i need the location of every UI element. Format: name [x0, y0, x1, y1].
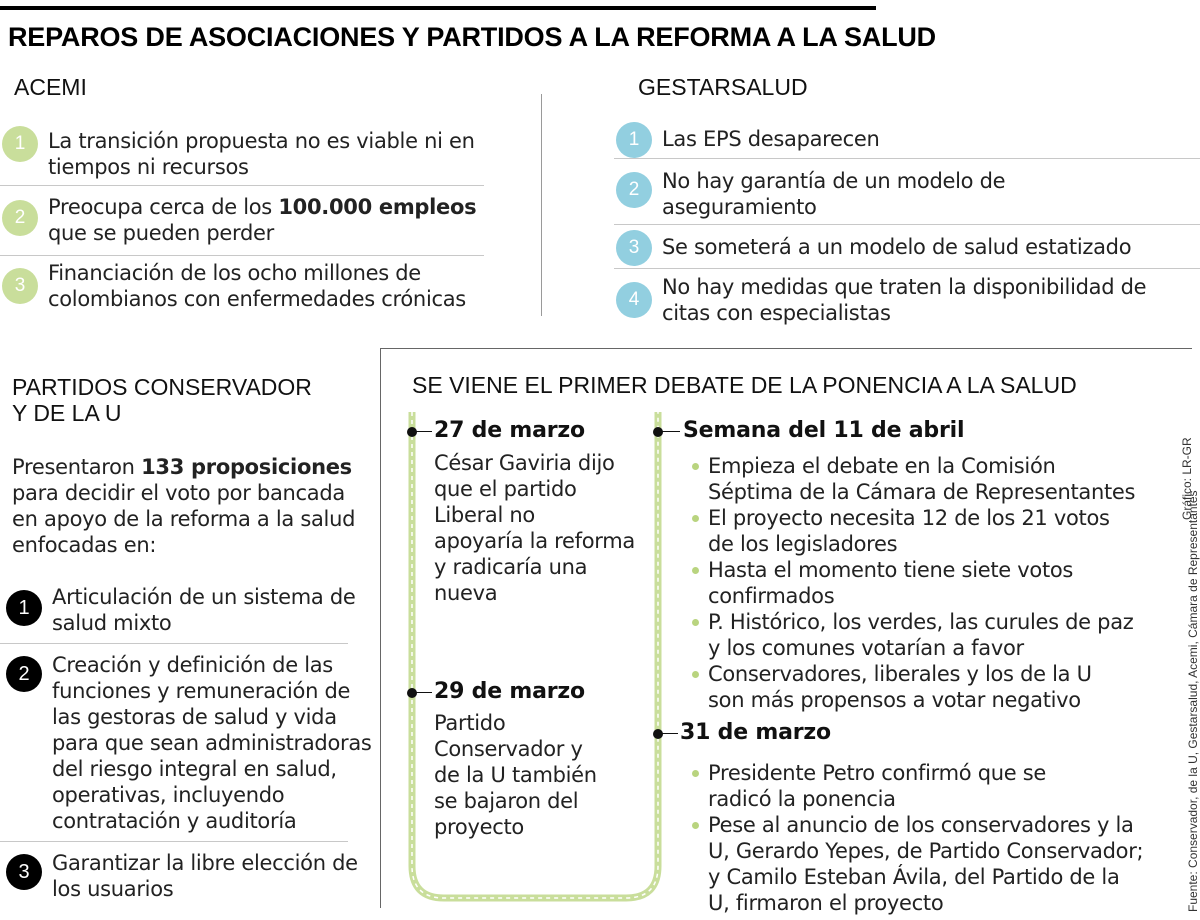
bullet-line: y Camilo Esteban Ávila, del Partido de la	[708, 865, 1120, 889]
event-text-line: que el partido	[434, 477, 577, 501]
bullet-line: Pese al anuncio de los conservadores y la	[708, 813, 1134, 837]
acemi-item-3-line-1: Financiación de los ocho millones de	[48, 261, 421, 285]
timeline-marker	[407, 688, 417, 698]
partidos-item-3	[6, 850, 376, 902]
partidos-item-2-line-5: del riesgo integral en salud,	[52, 757, 337, 781]
bullet-dot	[692, 770, 699, 777]
gestar-item-2-line-1: No hay garantía de un modelo de	[662, 169, 1006, 193]
bullet-line: El proyecto necesita 12 de los 21 votos	[708, 506, 1110, 530]
event-text-line: nueva	[434, 581, 498, 605]
top-rule	[0, 6, 876, 10]
credit-grafico: Gráfico: LR-GR	[1180, 437, 1194, 520]
bullet-dot	[692, 515, 699, 522]
gestar-item-4	[616, 274, 1200, 326]
partidos-item-2-line-7: contratación y auditoría	[52, 809, 297, 833]
partidos-item-2-line-1: Creación y definición de las	[52, 653, 333, 677]
gestar-item-3-line-1: Se someterá a un modelo de salud estatizado	[662, 235, 1132, 259]
bullet-line: Empieza el debate en la Comisión	[708, 454, 1056, 478]
partidos-intro-line-4: enfocadas en:	[12, 533, 157, 557]
bullet-dot	[692, 567, 699, 574]
divider	[0, 255, 484, 256]
event-text-line: apoyaría la reforma	[434, 529, 635, 553]
number-badge: 2	[2, 200, 38, 236]
bullet-dot	[692, 671, 699, 678]
acemi-item-2-line-2: que se pueden perder	[48, 221, 274, 245]
bullet-line: confirmados	[708, 584, 835, 608]
number-badge: 2	[616, 172, 652, 208]
event-date-semana-11-abril: Semana del 11 de abril	[683, 418, 965, 443]
gestar-item-4-line-1: No hay medidas que traten la disponibilidad de	[662, 275, 1147, 299]
infographic-title: REPAROS DE ASOCIACIONES Y PARTIDOS A LA REFORMA A LA SALUD	[8, 22, 936, 52]
gestar-item-2	[616, 168, 1200, 220]
number-badge: 1	[616, 122, 652, 158]
marker-tick	[658, 733, 678, 734]
event-text-line: Liberal no	[434, 503, 535, 527]
partidos-item-3-line-2: los usuarios	[52, 877, 174, 901]
timeline-marker	[407, 427, 417, 437]
divider	[614, 268, 1200, 269]
event-date-29-marzo: 29 de marzo	[434, 679, 585, 704]
acemi-item-3-line-2: colombianos con enfermedades crónicas	[48, 287, 466, 311]
acemi-item-1	[2, 126, 482, 182]
partidos-heading-line-2: Y DE LA U	[12, 400, 122, 426]
timeline-marker	[653, 427, 663, 437]
number-badge: 2	[6, 656, 42, 692]
bullet-line: de los legisladores	[708, 532, 898, 556]
emphasis: 133 proposiciones	[141, 455, 352, 479]
event-text-line: Conservador y	[434, 737, 583, 761]
partidos-intro-line-1: Presentaron 133 proposiciones	[12, 455, 352, 479]
bullet-line: Presidente Petro confirmó que se	[708, 761, 1046, 785]
partidos-item-1-line-2: salud mixto	[52, 611, 172, 635]
acemi-item-3	[2, 260, 482, 316]
bullet-line: Conservadores, liberales y los de la U	[708, 662, 1092, 686]
number-badge: 3	[6, 854, 42, 890]
divider	[0, 185, 484, 186]
credit-fuente: Fuente: Conservador, de la U, Gestarsalud, Acemi, Cámara de Representantes	[1186, 490, 1200, 912]
event-text-line: proyecto	[434, 815, 524, 839]
event-date-31-marzo: 31 de marzo	[680, 720, 831, 745]
acemi-heading: ACEMI	[14, 74, 87, 100]
gestar-item-1	[616, 126, 1200, 156]
gestar-item-2-line-2: aseguramiento	[662, 195, 817, 219]
partidos-item-2-line-2: funciones y remuneración de	[52, 679, 351, 703]
divider	[0, 841, 348, 842]
partidos-item-1-line-1: Articulación de un sistema de	[52, 585, 356, 609]
number-badge: 1	[6, 590, 42, 626]
divider	[614, 224, 1200, 225]
partidos-item-2-line-3: las gestoras de salud y vida	[52, 705, 337, 729]
bullet-line: y los comunes votarían a favor	[708, 636, 1024, 660]
acemi-item-1-line-1: La transición propuesta no es viable ni en	[48, 129, 475, 153]
partidos-item-2-line-4: para que sean administradoras	[52, 731, 372, 755]
gestar-item-1-line-1: Las EPS desaparecen	[662, 127, 880, 151]
number-badge: 1	[2, 126, 38, 162]
divider	[614, 158, 1200, 159]
emphasis: 100.000 empleos	[278, 195, 477, 219]
timeline-marker	[653, 729, 663, 739]
event-date-27-marzo: 27 de marzo	[434, 418, 585, 443]
divider	[0, 643, 348, 644]
acemi-item-1-line-2: tiempos ni recursos	[48, 155, 249, 179]
partidos-item-2-line-6: operativas, incluyendo	[52, 783, 285, 807]
column-divider	[541, 94, 542, 316]
bullet-line: U, Gerardo Yepes, de Partido Conservador;	[708, 839, 1144, 863]
number-badge: 3	[2, 268, 38, 304]
acemi-item-2-line-1: Preocupa cerca de los 100.000 empleos	[48, 195, 477, 219]
partidos-intro-line-2: para decidir el voto por bancada	[12, 481, 345, 505]
bullet-dot	[692, 822, 699, 829]
gestar-item-4-line-2: citas con especialistas	[662, 301, 891, 325]
partidos-item-3-line-1: Garantizar la libre elección de	[52, 851, 358, 875]
bullet-line: radicó la ponencia	[708, 787, 896, 811]
event-text-line: de la U también	[434, 763, 597, 787]
partidos-intro-line-3: en apoyo de la reforma a la salud	[12, 507, 356, 531]
bullet-dot	[692, 463, 699, 470]
partidos-item-2	[6, 652, 376, 836]
partidos-heading-line-1: PARTIDOS CONSERVADOR	[12, 374, 312, 400]
marker-tick	[412, 431, 432, 432]
bullet-line: P. Histórico, los verdes, las curules de paz	[708, 610, 1134, 634]
number-badge: 3	[616, 230, 652, 266]
gestar-item-3	[616, 234, 1200, 264]
bullet-line: U, firmaron el proyecto	[708, 891, 944, 915]
bullet-line: Hasta el momento tiene siete votos	[708, 558, 1074, 582]
event-text-line: César Gaviria dijo	[434, 451, 615, 475]
number-badge: 4	[616, 282, 652, 318]
event-text-line: y radicaría una	[434, 555, 588, 579]
marker-tick	[412, 692, 432, 693]
bullet-line: Séptima de la Cámara de Representantes	[708, 480, 1136, 504]
marker-tick	[658, 431, 680, 432]
partidos-item-1	[6, 584, 376, 636]
acemi-item-2	[2, 194, 482, 250]
gestarsalud-heading: GESTARSALUD	[638, 74, 808, 100]
bullet-line: son más propensos a votar negativo	[708, 688, 1081, 712]
timeline-heading: SE VIENE EL PRIMER DEBATE DE LA PONENCIA A LA SALUD	[412, 372, 1077, 398]
bullet-dot	[692, 619, 699, 626]
event-text-line: Partido	[434, 711, 506, 735]
event-text-line: se bajaron del	[434, 789, 579, 813]
